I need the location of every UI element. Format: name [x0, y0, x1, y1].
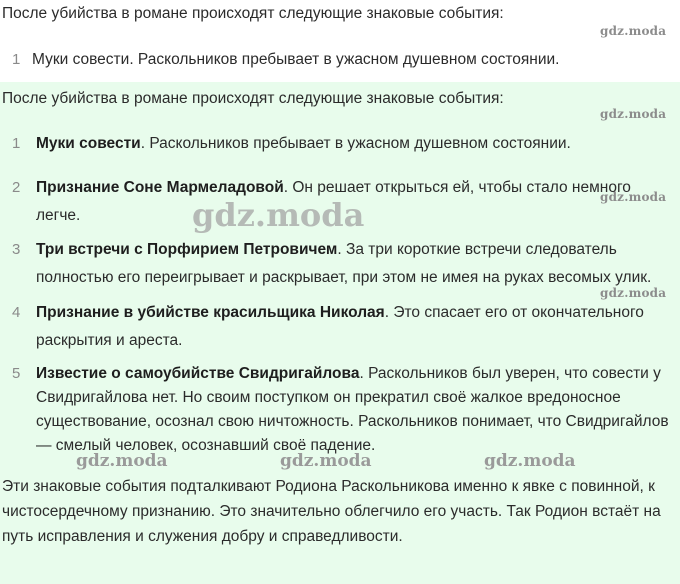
- list-item-body: . Он решает открыться ей, чтобы стало немного легче.: [36, 179, 631, 224]
- list-number: 5: [12, 365, 21, 382]
- list-item-text: [36, 299, 666, 355]
- list-item-text: [36, 132, 672, 156]
- list-item-text: [36, 236, 676, 292]
- watermark-large: gdz.moda: [192, 196, 365, 234]
- list-item-title: Известие о самоубийстве Свидригайлова: [36, 365, 360, 382]
- list-number: 1: [12, 135, 21, 152]
- list-item: [12, 236, 672, 292]
- watermark: gdz.moda: [600, 107, 667, 121]
- main-intro-text: После убийства в романе происходят следующие знаковые события:: [2, 90, 504, 107]
- top-fragment: [0, 0, 680, 82]
- watermark: gdz.moda: [600, 286, 667, 300]
- watermark: gdz.moda: [600, 190, 667, 204]
- list-item-title: Три встречи с Порфирием Петровичем: [36, 241, 338, 258]
- top-list-item: [12, 48, 672, 72]
- top-intro-text: После убийства в романе происходят следующие знаковые события:: [2, 5, 504, 22]
- list-item-body: . Это спасает его от окончательного раскрытия и ареста.: [36, 304, 644, 349]
- list-item: [12, 299, 672, 355]
- conclusion-text: Эти знаковые события подталкивают Родиона Раскольникова именно к явке с повинной, к чистосердечному признанию. Это значительно облегчило его участь. Так Родион встаёт на путь исправления и служения добру и справедливости.: [2, 478, 661, 545]
- list-number: 4: [12, 304, 21, 321]
- list-item-body: . За три короткие встречи следователь полностью его переигрывает и раскрывает, при этом не имея на руках весомых улик.: [36, 241, 652, 286]
- watermark: gdz.moda: [484, 451, 576, 471]
- list-item-title: Признание Соне Мармеладовой: [36, 179, 284, 196]
- watermark: gdz.moda: [76, 451, 168, 471]
- list-item: [12, 362, 672, 458]
- list-item-text: Муки совести. Раскольников пребывает в ужасном душевном состоянии.: [32, 51, 560, 68]
- list-item-text: [36, 362, 672, 458]
- watermark: gdz.moda: [280, 451, 372, 471]
- list-number: 3: [12, 241, 21, 258]
- list-item-title: Признание в убийстве красильщика Николая: [36, 304, 385, 321]
- list-number: 2: [12, 179, 21, 196]
- list-item-body: . Раскольников был уверен, что совести у Свидригайлова нет. Но своим поступком он прекратил своё жалкое вредоносное существование, осознал свою ничтожность. Раскольников понимает, что Свидригайлов — смелый человек, осознавший своё падение.: [36, 365, 669, 454]
- list-item-body: . Раскольников пребывает в ужасном душевном состоянии.: [140, 135, 571, 152]
- list-item: [12, 132, 672, 156]
- watermark: gdz.moda: [600, 24, 667, 38]
- list-number: 1: [12, 51, 21, 68]
- list-item-title: Муки совести: [36, 135, 141, 152]
